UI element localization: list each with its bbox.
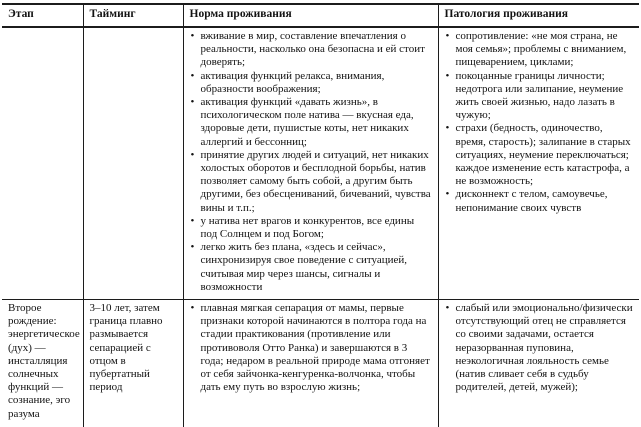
column-header-timing: Тайминг	[83, 4, 183, 27]
bullet-item: • легко жить без плана, «здесь и сейчас», синхронизируя свое поведение с ситуацией, считывая мир через шансы, сигналы и возможности	[190, 241, 433, 294]
column-header-stage: Этап	[2, 4, 83, 27]
column-header-pathology: Патология проживания	[438, 4, 639, 27]
norm-bullet-list	[190, 30, 433, 294]
bullet-item: • вживание в мир, составление впечатления о реальности, насколько она безопасна и ей стоит доверять;	[190, 30, 433, 70]
bullet-item: • покоцанные границы личности; недотрога или залипание, неумение жить своей жизнью, надо лазать в чужую;	[445, 70, 635, 123]
pathology-bullet-list	[445, 302, 635, 394]
bullet-item: • принятие других людей и ситуаций, нет никаких холостых оборотов и бесплодной борьбы, натив позволяет самому быть собой, а другим быть другими, без обесцениваний, бичеваний, чувства вины и т.п.;	[190, 149, 433, 215]
bullet-item: • активация функций «давать жизнь», в психологическом поле натива — вкусная еда, здоровые дети, пушистые коты, нет никаких аллергий и бессонниц;	[190, 96, 433, 149]
bullet-item: • дисконнект с телом, самоувечье, непонимание своих чувств	[445, 188, 635, 214]
stage-text: Второе рождение: энергетическое (дух) — инсталляция солнечных функций — сознание, эго разума	[8, 302, 80, 420]
norm-bullet-list	[190, 302, 433, 394]
pathology-bullet-list	[445, 30, 635, 215]
header-row	[2, 4, 639, 27]
bullet-item: • у натива нет врагов и конкурентов, все едины под Солнцем и под Богом;	[190, 215, 433, 241]
table-row	[2, 27, 639, 300]
cell-pathology	[438, 27, 639, 300]
cell-pathology	[438, 300, 639, 427]
cell-timing	[83, 27, 183, 300]
bullet-item: • активация функций релакса, внимания, образности воображения;	[190, 70, 433, 96]
cell-norm	[183, 300, 438, 427]
timing-text: 3–10 лет, затем граница плавно размывается сепарацией с отцом в пубертатный период	[89, 302, 163, 394]
bullet-item: • страхи (бедность, одиночество, время, старость); залипание в старых ситуациях, неумение переключаться; каждое изменение есть катастрофа, а не возможность;	[445, 122, 635, 188]
cell-stage	[2, 27, 83, 300]
table-row	[2, 300, 639, 427]
column-header-norm: Норма проживания	[183, 4, 438, 27]
cell-timing	[83, 300, 183, 427]
bullet-item: • сопротивление: «не моя страна, не моя семья»; проблемы с вниманием, пищеварением, циклами;	[445, 30, 635, 70]
cell-norm	[183, 27, 438, 300]
cell-stage	[2, 300, 83, 427]
development-stages-table	[2, 3, 639, 427]
bullet-item: • слабый или эмоционально/физически отсутствующий отец не справляется со своими задачами, остается неразорванная пуповина, неэкологичная лояльность семье (натив сливает себя в судьбу родителей, детей, мужей);	[445, 302, 635, 394]
bullet-item: • плавная мягкая сепарация от мамы, первые признаки которой начинаются в полтора года на стадии практикования (противление или противоволя Отто Ранка) и завершаются в 3 года; недаром в реальной природе мама отгоняет от себя зайчонка-кенгуренка-волчонка, чтобы дать ему путь во взрослую жизнь;	[190, 302, 433, 394]
